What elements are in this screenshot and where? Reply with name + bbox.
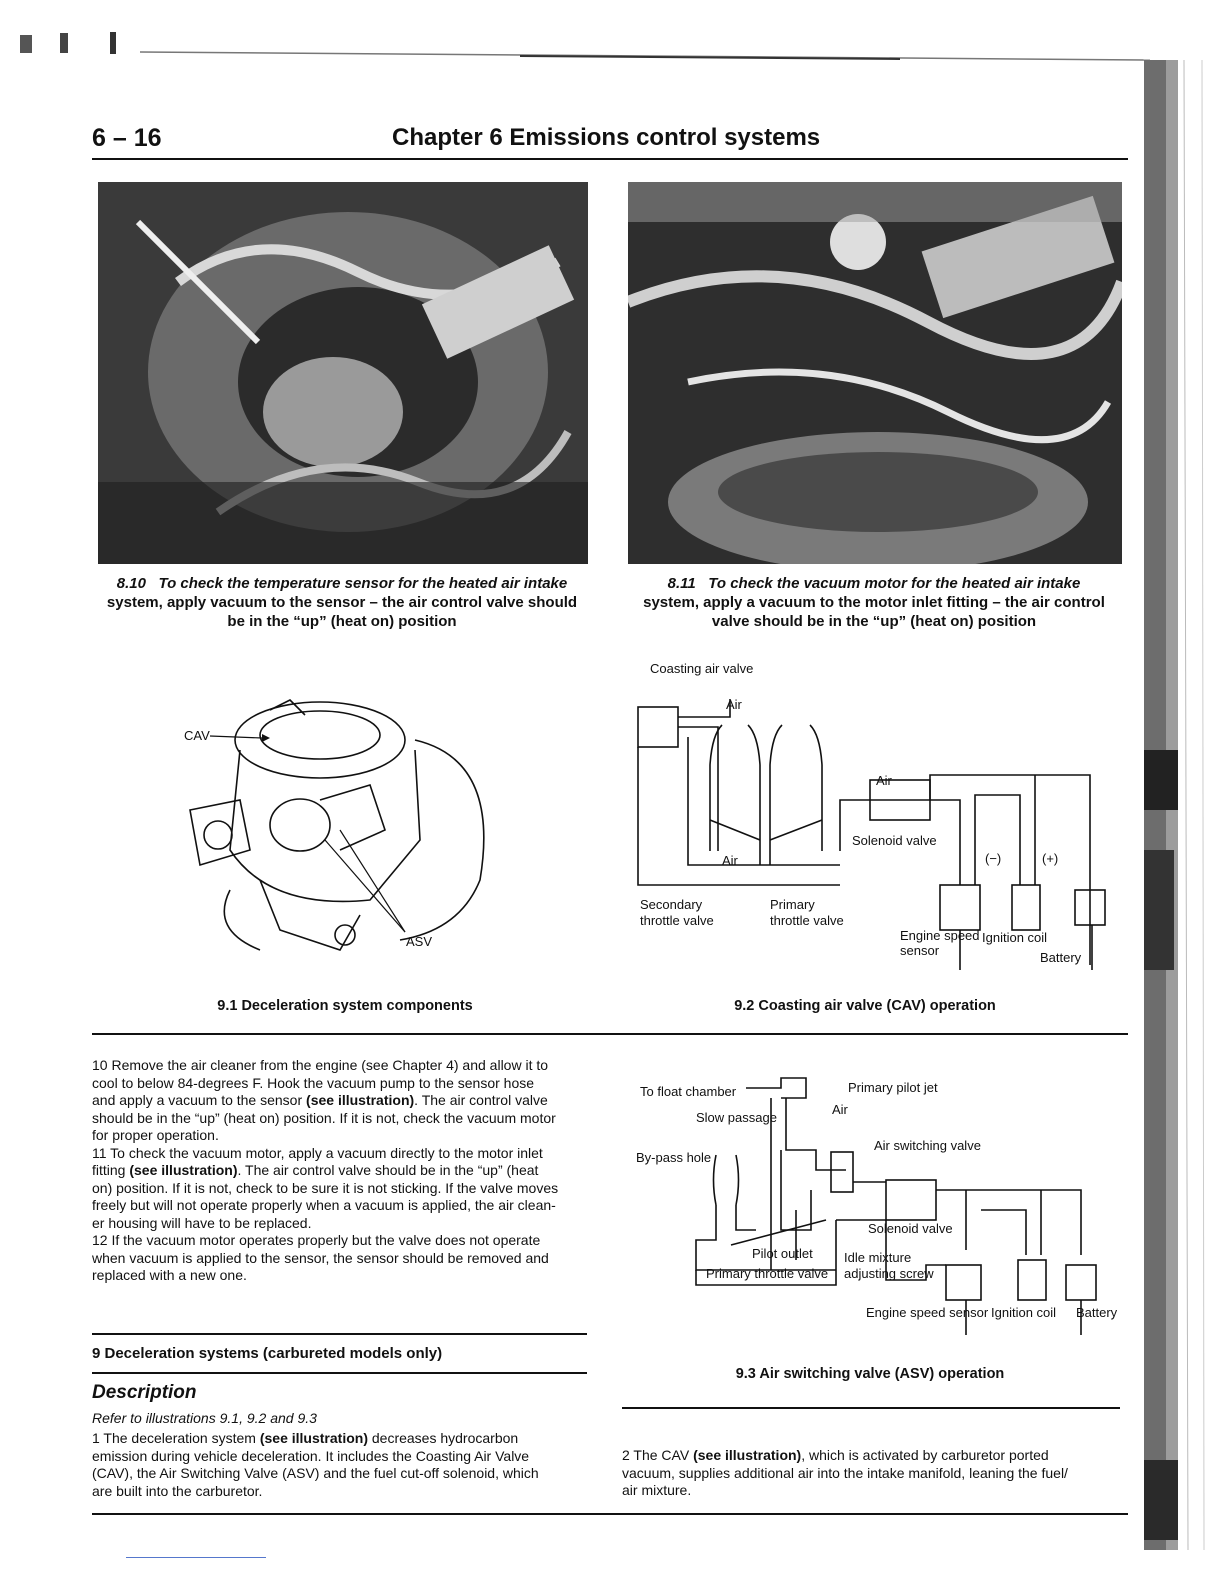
section-rule-4 xyxy=(622,1407,1120,1409)
description-heading: Description xyxy=(92,1382,197,1403)
bypass-hole-label: By-pass hole xyxy=(636,1150,712,1165)
bottom-blue-mark xyxy=(126,1557,266,1558)
caption-8-10 xyxy=(92,574,592,631)
solenoid-valve-label-93: Solenoid valve xyxy=(868,1221,953,1236)
para-10-see-illustration: (see illustration) xyxy=(306,1092,415,1108)
left-column-text xyxy=(92,1057,587,1285)
para-10-line-e: should be in the “up” (heat on) position. If it is not, check the vacuum motor xyxy=(92,1109,556,1126)
page-number: 6 – 16 xyxy=(92,124,162,152)
para-12-line-a: 12 If the vacuum motor operates properly but the valve does not operate xyxy=(92,1232,541,1248)
engine-speed-sensor-label-93: Engine speed sensor xyxy=(866,1305,989,1320)
para-11-line-c: . The air control valve should be in the “up” (heat xyxy=(237,1162,539,1178)
para-1-line-b: decreases hydrocarbon xyxy=(371,1430,519,1446)
plus-terminal-label: (+) xyxy=(1042,851,1059,866)
air-top-label: Air xyxy=(726,697,742,712)
caption-8-10-line3: be in the “up” (heat on) position xyxy=(227,613,457,630)
para-10-line-b: cool to below 84-degrees F. Hook the vacuum pump to the sensor hose xyxy=(92,1074,535,1091)
figure-9-2-label: 9.2 Coasting air valve (CAV) operation xyxy=(734,998,996,1014)
air-bottom-label: Air xyxy=(722,853,738,868)
to-float-chamber-label: To float chamber xyxy=(640,1084,737,1099)
caption-8-11-number: 8.11 xyxy=(667,575,696,592)
para-2-see-illustration: (see illustration) xyxy=(693,1447,802,1463)
section-rule-3 xyxy=(92,1372,587,1374)
refer-note: Refer to illustrations 9.1, 9.2 and 9.3 xyxy=(92,1410,317,1426)
para-1-line-d: (CAV), the Air Switching Valve (ASV) and the fuel cut-off solenoid, which xyxy=(92,1465,539,1481)
primary-throttle-valve-label: Primary throttle valve xyxy=(706,1266,829,1281)
figure-9-3-label: 9.3 Air switching valve (ASV) operation xyxy=(735,1366,1005,1382)
para-2-line-d: air mixture. xyxy=(622,1482,692,1498)
para-1-see-illustration: (see illustration) xyxy=(259,1430,368,1446)
idle-mixture-label-2: adjusting screw xyxy=(844,1266,934,1281)
section-rule-1 xyxy=(92,1033,1128,1035)
cav-label: CAV xyxy=(184,728,210,743)
air-switching-valve-label: Air switching valve xyxy=(874,1138,981,1153)
para-1-line-e: are built into the carburetor. xyxy=(92,1482,263,1499)
bottom-rule xyxy=(92,1513,1128,1515)
primary-throttle-label-2: throttle valve xyxy=(770,913,844,928)
figure-9-1-drawing xyxy=(170,680,510,970)
caption-8-10-number: 8.10 xyxy=(116,575,146,592)
caption-8-11-line3: valve should be in the “up” (heat on) position xyxy=(711,613,1037,630)
caption-8-10-line1: To check the temperature sensor for the heated air intake xyxy=(158,575,568,592)
photo-8-11 xyxy=(628,182,1122,564)
para-10-line-a: 10 Remove the air cleaner from the engine (see Chapter 4) and allow it to xyxy=(92,1057,549,1073)
para-12-line-b: when vacuum is applied to the sensor, the sensor should be removed and xyxy=(92,1249,549,1266)
idle-mixture-label-1: Idle mixture xyxy=(844,1250,912,1265)
ignition-coil-label: Ignition coil xyxy=(982,930,1048,945)
photo-8-10 xyxy=(98,182,588,564)
chapter-title: Chapter 6 Emissions control systems xyxy=(392,124,821,151)
figure-9-3-drawing xyxy=(636,1070,1126,1355)
secondary-throttle-label-1: Secondary xyxy=(640,897,703,912)
para-2-text xyxy=(622,1447,1122,1500)
section-rule-2 xyxy=(92,1333,587,1335)
para-10-line-c: and apply a vacuum to the sensor xyxy=(92,1092,303,1108)
para-11-line-a: 11 To check the vacuum motor, apply a vacuum directly to the motor inlet xyxy=(92,1144,543,1161)
para-11-line-e: freely but will not operate properly when a vacuum is applied, the air clean- xyxy=(92,1197,556,1213)
battery-label: Battery xyxy=(1040,950,1082,965)
scan-noise-right-edge xyxy=(1144,60,1224,1550)
asv-label: ASV xyxy=(406,934,433,949)
primary-throttle-label-1: Primary xyxy=(770,897,815,912)
caption-8-11-line1: To check the vacuum motor for the heated air intake xyxy=(708,575,1081,592)
coasting-air-valve-label: Coasting air valve xyxy=(650,661,754,676)
caption-8-10-line2: system, apply vacuum to the sensor – the air control valve should xyxy=(106,594,578,611)
air-right-label: Air xyxy=(876,773,892,788)
para-1-line-a: 1 The deceleration system xyxy=(92,1430,256,1446)
pilot-outlet-label: Pilot outlet xyxy=(752,1246,813,1261)
para-10-line-f: for proper operation. xyxy=(92,1127,219,1143)
para-11-line-b: fitting xyxy=(92,1162,126,1178)
caption-8-11 xyxy=(624,574,1124,631)
solenoid-valve-label: Solenoid valve xyxy=(852,833,937,848)
figure-9-2-drawing xyxy=(630,655,1120,975)
para-1-line-c: emission during vehicle deceleration. It includes the Coasting Air Valve xyxy=(92,1447,530,1464)
section-heading-9: 9 Deceleration systems (carbureted models only) xyxy=(92,1345,443,1362)
engine-speed-sensor-label-1: Engine speed xyxy=(900,928,980,943)
air-label: Air xyxy=(832,1102,848,1117)
para-2-line-c: vacuum, supplies additional air into the intake manifold, leaning the fuel/ xyxy=(622,1464,1068,1481)
slow-passage-label: Slow passage xyxy=(696,1110,777,1125)
caption-8-11-line2: system, apply a vacuum to the motor inlet fitting – the air control xyxy=(643,594,1105,611)
minus-terminal-label: (−) xyxy=(985,851,1002,866)
para-11-see-illustration: (see illustration) xyxy=(129,1162,238,1178)
para-2-line-a: 2 The CAV xyxy=(622,1447,690,1463)
para-2-line-b: , which is activated by carburetor ported xyxy=(801,1447,1049,1463)
header-rule xyxy=(92,158,1128,160)
ignition-coil-label-93: Ignition coil xyxy=(991,1305,1057,1320)
scan-noise-top xyxy=(0,30,1150,70)
para-12-line-c: replaced with a new one. xyxy=(92,1267,247,1283)
para-11-line-d: on) position. If it is not, check to be sure it is not sticking. If the valve moves xyxy=(92,1179,559,1196)
secondary-throttle-label-2: throttle valve xyxy=(640,913,714,928)
para-10-line-d: . The air control valve xyxy=(414,1092,548,1108)
para-11-line-f: er housing will have to be replaced. xyxy=(92,1214,312,1231)
para-1-text xyxy=(92,1430,587,1500)
battery-label-93: Battery xyxy=(1076,1305,1118,1320)
engine-speed-sensor-label-2: sensor xyxy=(900,943,940,958)
primary-pilot-jet-label: Primary pilot jet xyxy=(848,1080,938,1095)
figure-9-1-label: 9.1 Deceleration system components xyxy=(217,998,473,1014)
